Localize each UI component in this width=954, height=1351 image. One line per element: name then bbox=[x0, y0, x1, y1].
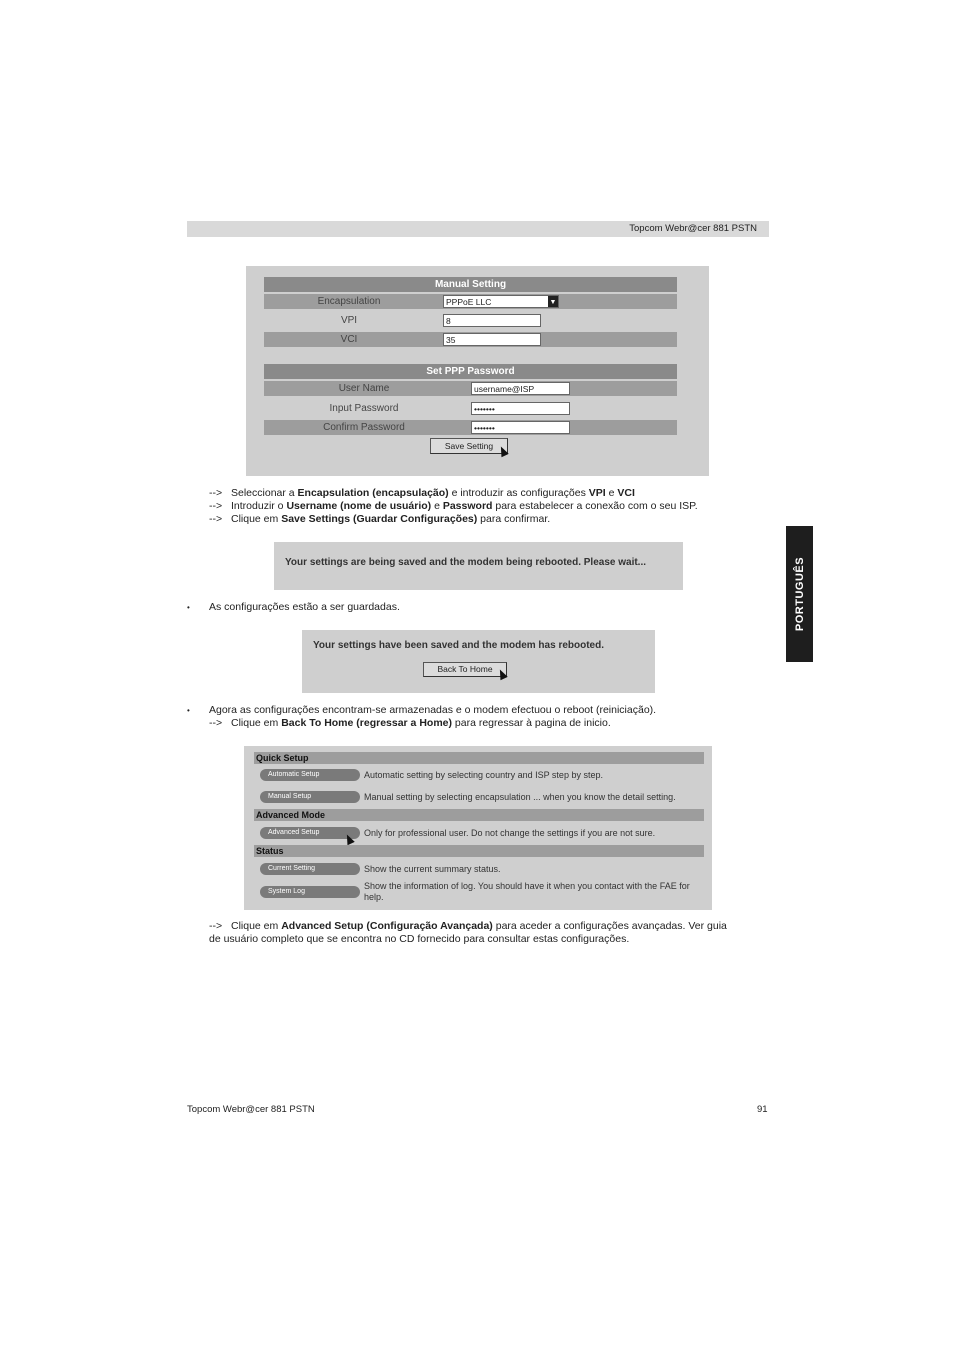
system-log-desc: Show the information of log. You should have it when you contact with the FAE for help. bbox=[364, 881, 690, 902]
automatic-setup-button[interactable]: Automatic Setup bbox=[260, 769, 360, 781]
vpi-input[interactable]: 8 bbox=[443, 314, 541, 327]
username-input[interactable]: username@ISP bbox=[471, 382, 570, 395]
input-password-field[interactable]: ••••••• bbox=[471, 402, 570, 415]
instruction-line-3: --> Clique em Save Settings (Guardar Configurações) para confirmar. bbox=[209, 513, 551, 525]
vpi-label: VPI bbox=[340, 315, 358, 326]
system-log-button[interactable]: System Log bbox=[260, 886, 360, 898]
home-menu-screenshot bbox=[244, 746, 712, 910]
status-title: Status bbox=[256, 846, 284, 856]
saving-message: Your settings are being saved and the modem being rebooted. Please wait... bbox=[285, 557, 647, 568]
page-number: 91 bbox=[757, 1104, 768, 1115]
advanced-setup-button[interactable]: Advanced Setup bbox=[260, 827, 360, 839]
language-tab-label: PORTUGUÊS bbox=[793, 556, 806, 632]
vci-input[interactable]: 35 bbox=[443, 333, 541, 346]
header-band bbox=[187, 221, 769, 237]
quick-setup-bar bbox=[254, 752, 704, 764]
current-setting-button[interactable]: Current Setting bbox=[260, 863, 360, 875]
header-title: Topcom Webr@cer 881 PSTN bbox=[629, 223, 757, 234]
quick-setup-title: Quick Setup bbox=[256, 753, 309, 763]
status-bar bbox=[254, 845, 704, 857]
ppp-password-title: Set PPP Password bbox=[264, 364, 677, 379]
instruction-line-1: --> Seleccionar a Encapsulation (encapsulação) e introduzir as configurações VPI e VCI bbox=[209, 487, 635, 499]
username-label: User Name bbox=[338, 383, 390, 394]
manual-setting-title: Manual Setting bbox=[264, 277, 677, 292]
confirm-password-field[interactable]: ••••••• bbox=[471, 421, 570, 434]
instruction-line-2: --> Introduzir o Username (nome de usuário) e Password para estabelecer a conexão com o seu ISP. bbox=[209, 500, 698, 512]
advanced-setup-desc: Only for professional user. Do not change the settings if you are not sure. bbox=[364, 828, 656, 838]
language-tab bbox=[786, 526, 813, 662]
back-to-home-button[interactable]: Back To Home bbox=[423, 662, 507, 677]
encapsulation-value: PPPoE LLC bbox=[446, 297, 492, 307]
automatic-setup-desc: Automatic setting by selecting country and ISP step by step. bbox=[364, 770, 603, 780]
input-password-label: Input Password bbox=[329, 403, 399, 414]
instruction-advanced-line-1: --> Clique em Advanced Setup (Configuração Avançada) para aceder a configurações avançadas. Ver guia bbox=[209, 920, 727, 932]
encapsulation-select[interactable] bbox=[443, 295, 559, 308]
vci-label: VCI bbox=[340, 334, 358, 345]
chevron-down-icon[interactable]: ▼ bbox=[548, 296, 558, 308]
advanced-mode-title: Advanced Mode bbox=[256, 810, 326, 820]
current-setting-desc: Show the current summary status. bbox=[364, 864, 501, 874]
saved-screenshot bbox=[302, 630, 655, 693]
saving-screenshot bbox=[274, 542, 683, 590]
confirm-password-label: Confirm Password bbox=[323, 422, 405, 433]
footer-title: Topcom Webr@cer 881 PSTN bbox=[187, 1104, 315, 1115]
manual-setup-button[interactable]: Manual Setup bbox=[260, 791, 360, 803]
save-setting-button[interactable]: Save Setting bbox=[430, 438, 508, 454]
encapsulation-label: Encapsulation bbox=[317, 296, 381, 307]
saved-message: Your settings have been saved and the modem has rebooted. bbox=[313, 640, 604, 651]
instruction-advanced-line-2: de usuário completo que se encontra no CD fornecido para consultar estas configurações. bbox=[209, 933, 630, 945]
bullet-line-1: • As configurações estão a ser guardadas. bbox=[187, 601, 400, 613]
manual-setting-screenshot bbox=[246, 266, 709, 476]
manual-setup-desc: Manual setting by selecting encapsulation ... when you know the detail setting. bbox=[364, 792, 676, 802]
bullet-line-2: • Agora as configurações encontram-se armazenadas e o modem efectuou o reboot (reiniciação). bbox=[187, 704, 657, 716]
bullet-sub-line: --> Clique em Back To Home (regressar a Home) para regressar à pagina de inicio. bbox=[209, 717, 611, 729]
